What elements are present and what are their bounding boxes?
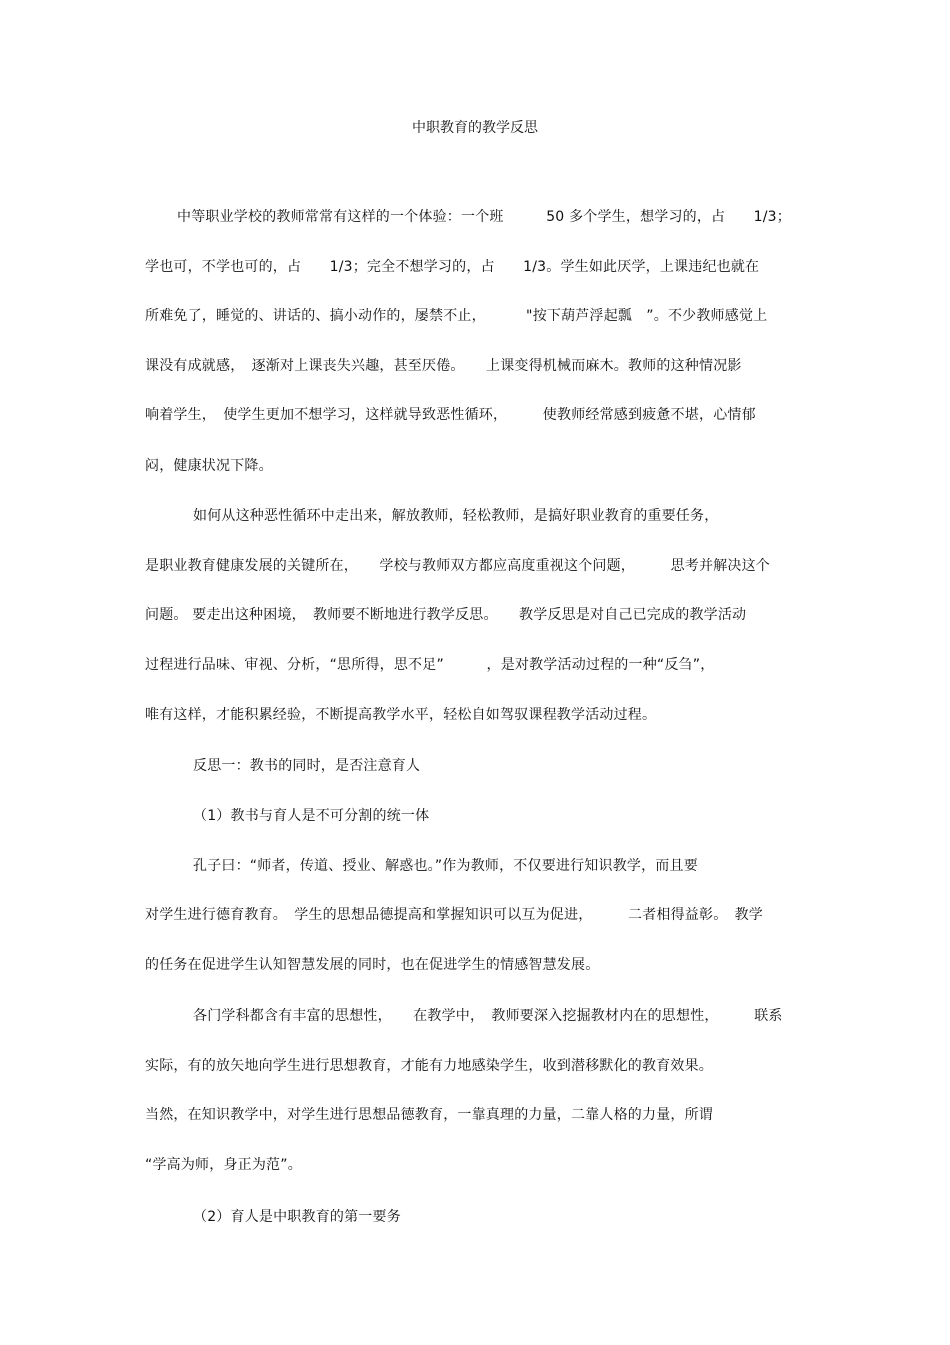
section-heading: 反思一：教书的同时，是否注意育人: [193, 758, 421, 774]
paragraph-line: 是职业教育健康发展的关键所在， 学校与教师双方都应高度重视这个问题， 思考并解决这个: [145, 558, 770, 574]
paragraph-line: 孔子曰：“师者，传道、授业、解惑也。”作为教师，不仅要进行知识教学，而且要: [193, 858, 698, 874]
paragraph-line: 的任务在促进学生认知智慧发展的同时，也在促进学生的情感智慧发展。: [145, 957, 600, 973]
paragraph-line: 当然，在知识教学中，对学生进行思想品德教育，一靠真理的力量，二靠人格的力量，所谓: [145, 1107, 713, 1123]
subsection-heading: （2）育人是中职教育的第一要务: [193, 1209, 401, 1225]
paragraph-line: 各门学科都含有丰富的思想性， 在教学中， 教师要深入挖掘教材内在的思想性， 联系: [193, 1008, 783, 1024]
paragraph-line: 唯有这样，才能积累经验，不断提高教学水平，轻松自如驾驭课程教学活动过程。: [145, 707, 657, 723]
document-title: 中职教育的教学反思: [412, 120, 538, 136]
paragraph-line: 课没有成就感， 逐渐对上课丧失兴趣，甚至厌倦。 上课变得机械而麻木。教师的这种情况影: [145, 358, 742, 374]
paragraph-line: 过程进行品味、审视、分析，“思所得，思不足” ，是对教学活动过程的一种“反刍”，: [145, 657, 715, 673]
paragraph-line: 问题。 要走出这种困境， 教师要不断地进行教学反思。 教学反思是对自己已完成的教学活动: [145, 607, 747, 623]
paragraph-line: 实际，有的放矢地向学生进行思想教育，才能有力地感染学生，收到潜移默化的教育效果。: [145, 1058, 713, 1074]
subsection-heading: （1）教书与育人是不可分割的统一体: [193, 808, 430, 824]
paragraph-line: 学也可，不学也可的，占 1/3；完全不想学习的，占 1/3。学生如此厌学，上课违纪也就在: [145, 259, 760, 275]
paragraph-line: 中等职业学校的教师常常有这样的一个体验：一个班 50 多个学生，想学习的，占 1/3；: [177, 209, 791, 225]
paragraph-line: 如何从这种恶性循环中走出来，解放教师，轻松教师，是搞好职业教育的重要任务，: [193, 508, 719, 524]
paragraph-line: 所难免了，睡觉的、讲话的、搞小动作的，屡禁不止， "按下葫芦浮起瓢 ”。不少教师感觉上: [145, 308, 768, 324]
paragraph-line: “学高为师，身正为范”。: [145, 1157, 302, 1173]
paragraph-line: 响着学生， 使学生更加不想学习，这样就导致恶性循环， 使教师经常感到疲惫不堪，心情郁: [145, 407, 756, 423]
paragraph-line: 对学生进行德育教育。 学生的思想品德提高和掌握知识可以互为促进， 二者相得益彰。 教学: [145, 907, 763, 923]
paragraph-line: 闷，健康状况下降。: [145, 458, 273, 474]
